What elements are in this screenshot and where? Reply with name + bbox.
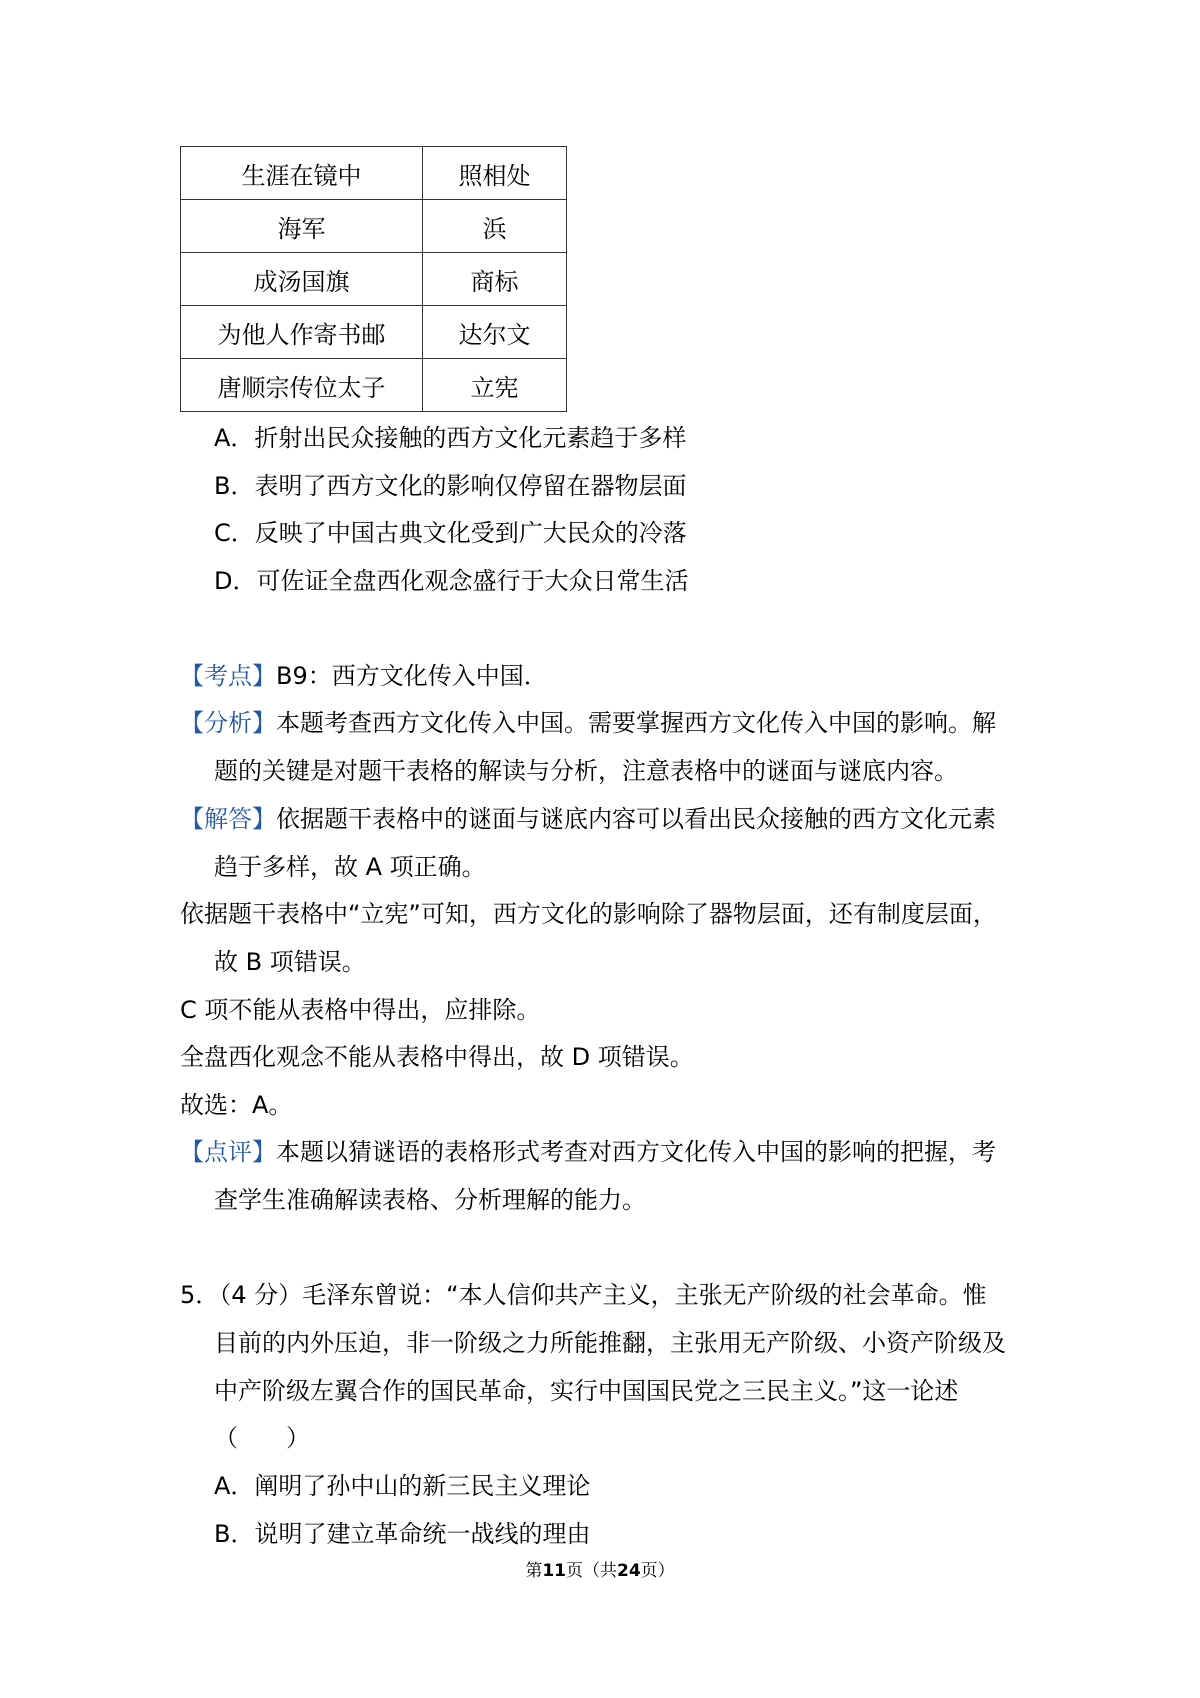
table-row: [181, 359, 567, 412]
page-footer: [0, 1556, 1200, 1581]
riddle-cell: 生涯在镜中: [181, 147, 423, 200]
answer-line: 故选：A。: [180, 1091, 293, 1119]
answer-cell: 达尔文: [423, 306, 567, 359]
jieda-text-2: 趋于多样，故 A 项正确。: [214, 853, 486, 881]
answer-cell: 商标: [423, 253, 567, 306]
q5-blank: （ ）: [214, 1424, 310, 1452]
footer-suffix: 页）: [640, 1561, 675, 1581]
q5-option-a: A．阐明了孙中山的新三民主义理论: [214, 1472, 591, 1500]
fenxi-line: [180, 706, 996, 740]
table-row: [181, 147, 567, 200]
table-row: [181, 200, 567, 253]
page-number: 11: [542, 1561, 566, 1581]
footer-middle: 页（共: [566, 1561, 617, 1581]
kaodian-tag: 【考点】: [180, 662, 276, 690]
option-b-explanation-1: 依据题干表格中“立宪”可知，西方文化的影响除了器物层面，还有制度层面，: [180, 900, 997, 928]
q5-stem-2: 目前的内外压迫，非一阶级之力所能推翻，主张用无产阶级、小资产阶级及: [214, 1329, 1006, 1357]
kaodian-line: [180, 659, 548, 693]
table-row: [181, 306, 567, 359]
kaodian-text: B9：西方文化传入中国．: [276, 662, 548, 690]
option-d-explanation: 全盘西化观念不能从表格中得出，故 D 项错误。: [180, 1043, 694, 1071]
answer-cell: 浜: [423, 200, 567, 253]
riddle-cell: 成汤国旗: [181, 253, 423, 306]
option-c-explanation: C 项不能从表格中得出，应排除。: [180, 996, 541, 1024]
riddle-cell: 海军: [181, 200, 423, 253]
jieda-line: [180, 802, 996, 836]
total-pages: 24: [617, 1561, 641, 1581]
dianping-text-2: 查学生准确解读表格、分析理解的能力。: [214, 1186, 646, 1214]
riddle-cell: 唐顺宗传位太子: [181, 359, 423, 412]
answer-cell: 照相处: [423, 147, 567, 200]
dianping-line: [180, 1135, 996, 1169]
q5-option-b: B．说明了建立革命统一战线的理由: [214, 1520, 591, 1548]
fenxi-text-2: 题的关键是对题干表格的解读与分析，注意表格中的谜面与谜底内容。: [214, 757, 958, 785]
table-row: [181, 253, 567, 306]
dianping-tag: 【点评】: [180, 1138, 276, 1166]
q5-stem-3: 中产阶级左翼合作的国民革命，实行中国国民党之三民主义。”这一论述: [214, 1377, 959, 1405]
option-b-explanation-2: 故 B 项错误。: [214, 948, 366, 976]
q4-option-a: A．折射出民众接触的西方文化元素趋于多样: [214, 424, 687, 452]
jieda-text-1: 依据题干表格中的谜面与谜底内容可以看出民众接触的西方文化元素: [276, 805, 996, 833]
footer-prefix: 第: [525, 1561, 543, 1581]
dianping-text-1: 本题以猜谜语的表格形式考查对西方文化传入中国的影响的把握，考: [276, 1138, 996, 1166]
jieda-tag: 【解答】: [180, 805, 276, 833]
q4-option-d: D．可佐证全盘西化观念盛行于大众日常生活: [214, 567, 689, 595]
riddle-table: [180, 146, 567, 412]
q4-option-c: C．反映了中国古典文化受到广大民众的冷落: [214, 519, 687, 547]
answer-cell: 立宪: [423, 359, 567, 412]
fenxi-tag: 【分析】: [180, 709, 276, 737]
q4-option-b: B．表明了西方文化的影响仅停留在器物层面: [214, 472, 687, 500]
riddle-cell: 为他人作寄书邮: [181, 306, 423, 359]
fenxi-text-1: 本题考查西方文化传入中国。需要掌握西方文化传入中国的影响。解: [276, 709, 996, 737]
q5-stem-1: 5．（4 分）毛泽东曾说：“本人信仰共产主义，主张无产阶级的社会革命。惟: [180, 1281, 987, 1309]
